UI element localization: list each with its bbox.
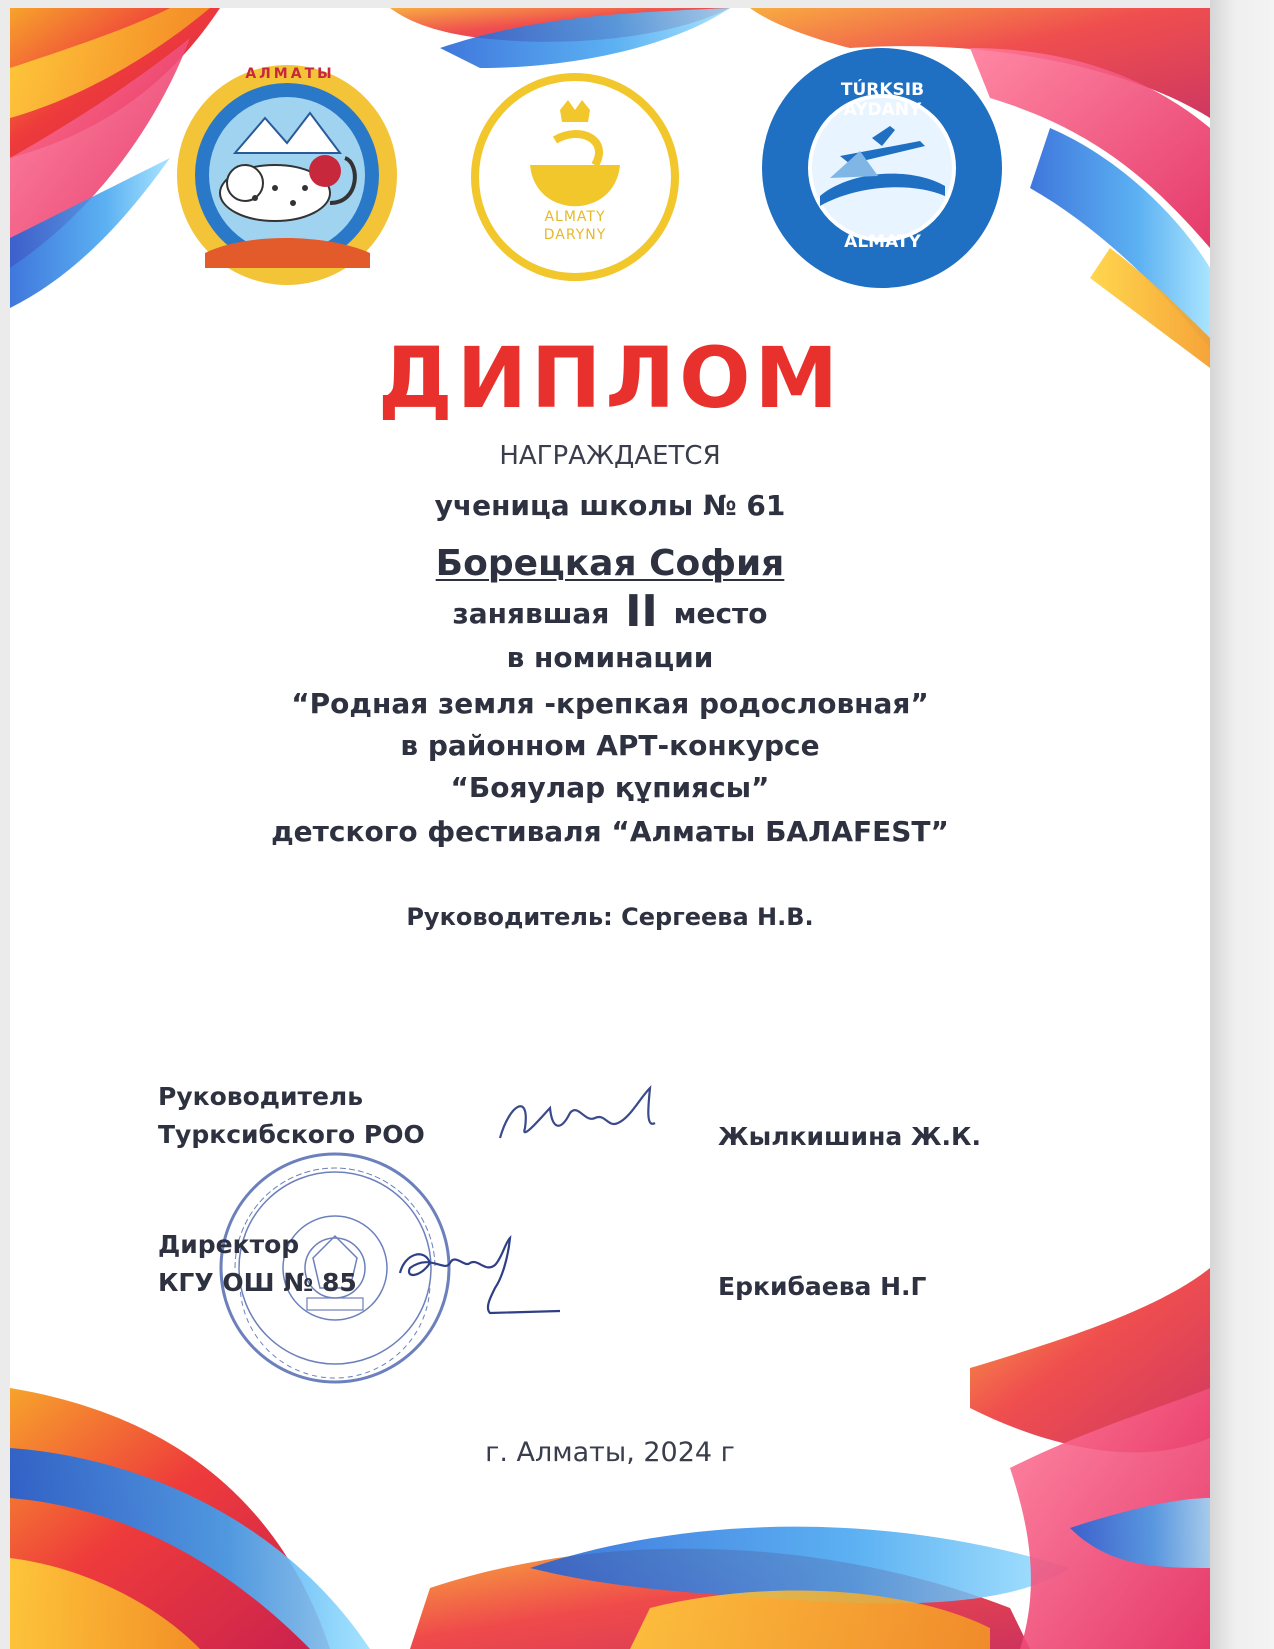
nomination-intro: в номинации bbox=[506, 641, 714, 674]
signatory-1-role bbox=[158, 1078, 425, 1154]
place-roman: II bbox=[625, 586, 658, 637]
scan-edge bbox=[1210, 0, 1274, 1649]
signatory-2-role bbox=[158, 1226, 357, 1302]
diploma-title: ДИПЛОМ bbox=[377, 329, 843, 427]
daryny-line2: DARYNY bbox=[543, 227, 607, 243]
place-prefix: занявшая bbox=[452, 597, 610, 630]
turksib-top-text: TÚRKSIB AÝDANY bbox=[840, 80, 925, 120]
place-suffix: место bbox=[673, 597, 768, 630]
emblem-text: АЛМАТЫ bbox=[245, 66, 335, 82]
signatory-2-name: Еркибаева Н.Г bbox=[718, 1272, 927, 1301]
almaty-emblem-logo bbox=[175, 63, 400, 288]
school-line: ученица школы № 61 bbox=[434, 489, 786, 522]
contest-intro: в районном АРТ-конкурсе bbox=[400, 729, 820, 762]
signatory-2-role-line2: КГУ ОШ № 85 bbox=[158, 1268, 357, 1297]
signatory-2-role-line1: Директор bbox=[158, 1230, 300, 1259]
student-name: Борецкая София bbox=[435, 543, 785, 584]
place-date-footer: г. Алматы, 2024 г bbox=[485, 1437, 735, 1468]
signatory-1-name: Жылкишина Ж.К. bbox=[718, 1122, 981, 1151]
awarded-label: НАГРАЖДАЕТСЯ bbox=[499, 441, 721, 471]
supervisor-line: Руководитель: Сергеева Н.В. bbox=[406, 903, 814, 931]
signature-1 bbox=[490, 1083, 680, 1153]
daryny-line1: ALMATY bbox=[544, 209, 606, 225]
festival-line: детского фестиваля “Алматы БАЛАFEST” bbox=[271, 815, 949, 848]
contest-name: “Бояулар құпиясы” bbox=[450, 771, 770, 804]
daryny-text bbox=[515, 208, 635, 244]
signatory-1-role-line1: Руководитель bbox=[158, 1082, 364, 1111]
signatory-1-role-line2: Турксибского РОО bbox=[158, 1120, 425, 1149]
signature-2 bbox=[390, 1233, 570, 1323]
nomination-name: “Родная земля -крепкая родословная” bbox=[291, 687, 929, 720]
place-line bbox=[10, 586, 1210, 637]
diploma-sheet bbox=[10, 8, 1210, 1649]
turksib-bottom-text: ALMATY bbox=[844, 232, 921, 252]
almaty-daryny-logo bbox=[460, 70, 690, 285]
